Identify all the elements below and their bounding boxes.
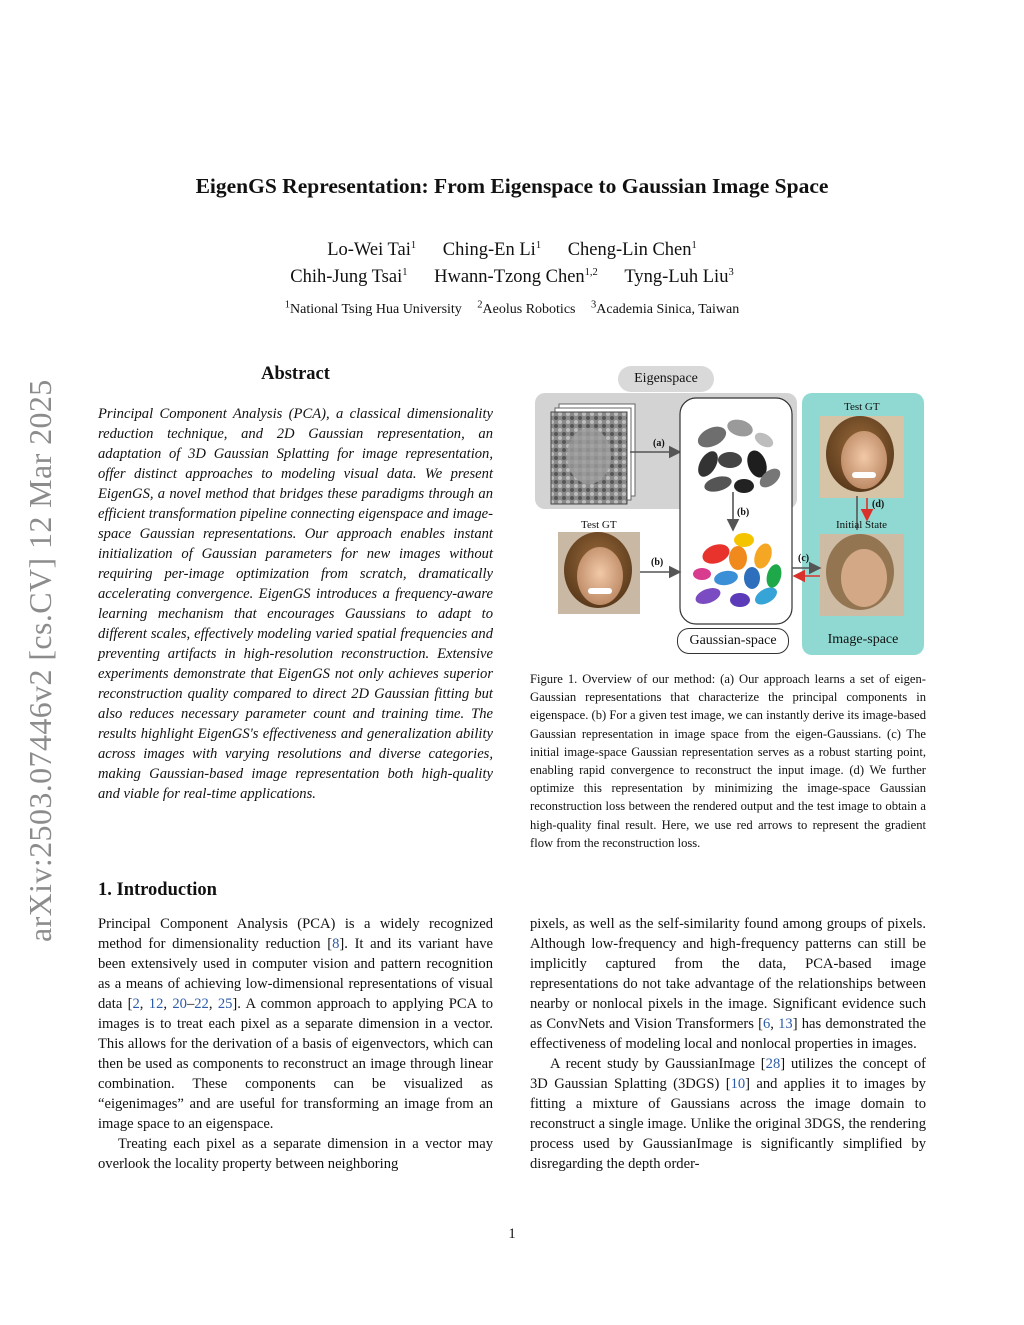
intro-right-column [530, 914, 926, 1174]
face-skin [577, 547, 623, 605]
affiliation: $^1$National Tsing Hua University [284, 299, 462, 317]
citation-link[interactable]: 12 [148, 996, 164, 1012]
figure-caption: Figure 1. Overview of our method: (a) Our approach learns a set of eigen-Gaussian representations that characterize the principal components in eigenspace. (b) For a given test image, we can instantly derive its image-based Gaussian representation in image space from the eigen-Gaussians. (c) The initial image-space Gaussian representation serves as a robust starting point, enabling rapid convergence to reconstruct the input image. (d) We further optimize this representation by minimizing the image-space Gaussian reconstruction loss between the rendered output and the test image to obtain a high-quality final result. Here, we use red arrows to represent the gradient flow from the reconstruction loss. [530, 672, 926, 850]
gaussian-space-label: Gaussian-space [677, 628, 789, 654]
citation-link[interactable]: 25 [217, 996, 233, 1012]
arrow-a-label: (a) [653, 438, 665, 449]
face-skin [841, 549, 887, 607]
author: Cheng-Lin Chen$^1$ [567, 240, 697, 261]
affiliation: $^2$Aeolus Robotics [477, 299, 576, 317]
arrow-d-label: (d) [872, 499, 885, 510]
author: Lo-Wei Tai$^1$ [327, 240, 417, 261]
citation-link[interactable]: 28 [765, 1056, 781, 1072]
page-number: 1 [508, 1226, 516, 1242]
citation-link[interactable]: 20 [172, 996, 187, 1012]
eigen-gaussian [718, 452, 742, 468]
test-gt-left-label: Test GT [581, 519, 617, 531]
citation-link[interactable]: 8 [332, 936, 340, 952]
initial-state-label: Initial State [836, 519, 888, 531]
eigen-gaussian [734, 479, 754, 493]
author: Tyng-Luh Liu$^3$ [624, 267, 734, 288]
eigenface-shape [567, 428, 611, 484]
citation-link[interactable]: 13 [778, 1016, 793, 1032]
citation-link[interactable]: 22 [194, 996, 209, 1012]
authors-row-2 [0, 267, 1024, 288]
paper-title: EigenGS Representation: From Eigenspace to Gaussian Image Space [195, 174, 829, 198]
paragraph: A recent study by GaussianImage [28] utilizes the concept of 3D Gaussian Splatting (3DGS) [10] and applies it to images by fitting a mixture of Gaussians across the image domain to reconstruct a single image. Unlike the original 3DGS, the rendering process used by GaussianImage is significantly simplified by disregarding the depth order- [530, 1056, 927, 1172]
arrow-b-label: (b) [737, 507, 750, 518]
face-teeth [588, 588, 612, 594]
eigenspace-label: Eigenspace [618, 366, 714, 392]
intro-left-column [98, 914, 493, 1174]
test-gt-right-label: Test GT [844, 401, 880, 413]
abstract-text: Principal Component Analysis (PCA), a classical dimensionality reduction technique, and 2D Gaussian representation, an adaptation of 3D Gaussian Splatting for image representation, offer distinct approaches to modeling visual data. We present EigenGS, a novel method that bridges these paradigms through an efficient transformation pipeline connecting eigenspace and image-space Gaussian representations. Our approach enables instant initialization of Gaussian parameters for new images without requiring per-image optimization from scratch, dramatically accelerating convergence. EigenGS introduces a frequency-aware learning mechanism that encourages Gaussians to adapt to different scales, effectively modeling varied spatial frequencies and preventing artifacts in high-resolution reconstruction. Extensive experiments demonstrate that EigenGS not only achieves superior reconstruction quality compared to direct 2D Gaussian fitting but also reduces necessary parameter count and training time. The results highlight EigenGS's effectiveness and generalization ability across images with varying resolutions and diverse categories, making Gaussian-based image representation both high-quality and viable for real-time applications. [98, 406, 493, 802]
image-space-label: Image-space [804, 628, 922, 652]
author: Chih-Jung Tsai$^1$ [290, 267, 408, 288]
image-gaussian [744, 567, 760, 589]
figure-1 [530, 360, 930, 660]
paragraph: Treating each pixel as a separate dimension in a vector may overlook the locality property between neighboring [98, 1136, 493, 1172]
citation-link[interactable]: 10 [730, 1076, 746, 1092]
image-gaussian [729, 546, 747, 570]
image-gaussian [730, 593, 750, 607]
face-teeth [852, 472, 876, 478]
arrow-b-label: (b) [651, 557, 664, 568]
author: Ching-En Li$^1$ [442, 240, 542, 261]
section-heading: 1. Introduction [98, 880, 217, 900]
face-skin [841, 431, 887, 489]
citation-link[interactable]: 2 [132, 996, 140, 1012]
image-gaussian [693, 568, 711, 580]
arrow-c-label: (c) [798, 553, 810, 564]
arxiv-identifier: arXiv:2503.07446v2 [cs.CV] 12 Mar 2025 [22, 379, 58, 942]
author: Hwann-Tzong Chen$^{1,2}$ [434, 267, 598, 288]
image-gaussian [734, 533, 754, 547]
paragraph: Principal Component Analysis (PCA) is a widely recognized method for dimensionality reduction [8]. It and its variant have been extensively used in computer vision and pattern recognition as a means of achieving low-dimensional representations of visual data [2, 12, 20–22, 25]. A common approach to applying PCA to images is to treat each pixel as a separate dimension in a vector. This allows for the derivation of a basis of eigenvectors, which can then be used as components to reconstruct an image through linear combination. These components can be visualized as “eigenimages” and are useful for transforming an image from an image space to an eigenspace. [98, 916, 494, 1132]
citation-link[interactable]: 6 [762, 1016, 771, 1032]
affiliation: $^3$Academia Sinica, Taiwan [591, 299, 740, 317]
authors-row-1 [0, 240, 1024, 261]
affiliations [0, 299, 1024, 318]
paragraph: pixels, as well as the self-similarity found among groups of pixels. Although low-frequency and high-frequency patterns can still be implicitly captured from the data, PCA-based image representations do not take advantage of the relationships between nearby or nonlocal pixels in the image. Significant evidence such as ConvNets and Vision Transformers [6, 13] has demonstrated the effectiveness of modeling local and nonlocal properties in images. [530, 916, 926, 1052]
abstract-heading: Abstract [261, 364, 330, 384]
